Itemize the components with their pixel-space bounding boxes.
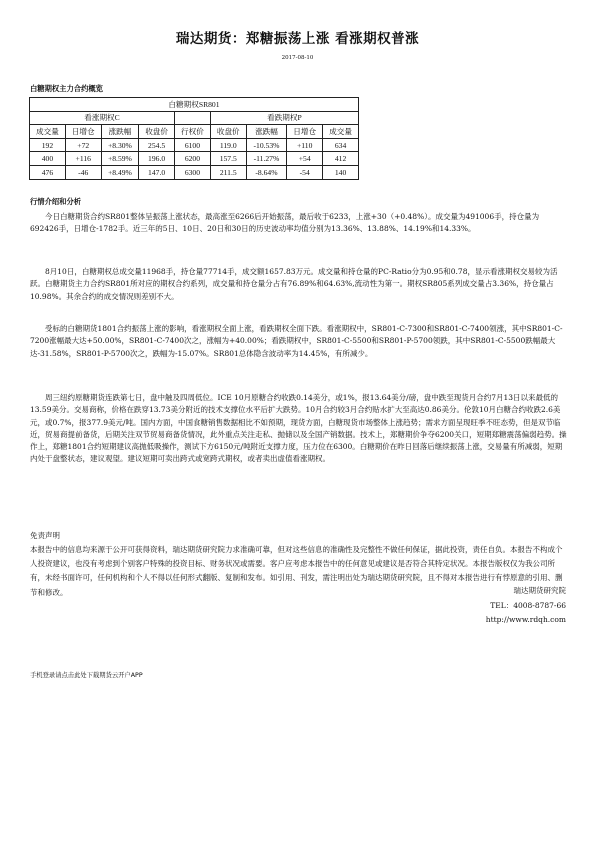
table-cell: 147.0 [139, 165, 175, 179]
signature-phone: TEL：4008-8787-66 [490, 601, 566, 610]
column-header: 成交量 [323, 125, 359, 139]
table-cell: +72 [65, 138, 101, 152]
table-cell: 192 [30, 138, 66, 152]
table-cell: 6100 [175, 138, 211, 152]
column-header: 收盘价 [139, 125, 175, 139]
analysis-paragraph: 受标的白糖期货1801合约振荡上涨的影响，看涨期权全面上涨，看跌期权全面下跌。看涨期权中，SR801-C-7300和SR801-C-7400领涨，其中SR801-C-7200涨幅最大达+50.00%，SR801-C-7400次之，涨幅为+40.00%；看跌期权中，SR801-C-5500和SR801-P-5700领跌，其中SR801-C-5500跌幅最大达-31.58%，SR801-P-5700次之，跌幅为-15.07%。SR801总体隐含波动率为14.45%，有所减少。 [30, 324, 563, 358]
report-date: 2017-08-10 [281, 55, 314, 61]
table-blank-cell [175, 111, 211, 125]
table-cell: 476 [30, 165, 66, 179]
table-cell: -11.27% [246, 152, 287, 166]
table-main-header: 白糖期权SR801 [30, 98, 359, 112]
table-cell: 634 [323, 138, 359, 152]
analysis-paragraph: 周三纽约原糖期货连跌第七日，盘中触及四周低位。ICE 10月原糖合约收跌0.14美分，或1%，报13.64美分/磅，盘中跌至现货月合约7月13日以来最低的13.59美分。交易商称，价格在跌穿13.73美分附近的技术支撑位水平后扩大跌势。10月合约较3月合约贴水扩大至高达0.86美分。伦敦10月白糖合约收跌2.6美元，或0.7%，报377.9美元/吨。国内方面，中国食糖销售数据相比不如预期，现货方面，白糖现货市场整体上涨趋势；需求方面呈现旺季不旺态势，但是双节临近，贸易商提前备货，后期关注双节贸易商备货情况，此外重点关注走私、抛储以及全国产销数据。技术上，郑糖期价争夺6200关口，短期郑糖震荡偏弱趋势。操作上，郑糖1801合约短期建议高抛低吸操作，测试下方6150元/吨附近支撑力度，压力位在6300。白糖期价在昨日回落后继续振荡上涨，交易量有所减弱，短期内处于盘整状态，建议观望。建议短期可卖出跨式或宽跨式期权，或者卖出虚值看涨期权。 [30, 393, 567, 464]
table-cell: 119.0 [210, 138, 246, 152]
table-cell: +8.30% [101, 138, 139, 152]
table-row [30, 138, 359, 152]
column-header: 日增仓 [287, 125, 323, 139]
section-title-analysis: 行情介绍和分析 [30, 197, 82, 206]
table-header-row [30, 125, 359, 139]
section-title-overview: 白糖期权主力合约概览 [30, 84, 103, 93]
options-overview-table [29, 97, 359, 180]
table-row [30, 152, 359, 166]
table-row [30, 165, 359, 179]
table-cell: 140 [323, 165, 359, 179]
table-cell: 196.0 [139, 152, 175, 166]
table-cell: 157.5 [210, 152, 246, 166]
table-cell: -54 [287, 165, 323, 179]
column-header: 日增仓 [65, 125, 101, 139]
table-cell: +116 [65, 152, 101, 166]
table-cell: +54 [287, 152, 323, 166]
signature-website-link[interactable]: http://www.rdqh.com [485, 615, 566, 624]
report-title: 瑞达期货：郑糖振荡上涨 看涨期权普涨 [175, 31, 420, 47]
column-header: 涨跌幅 [101, 125, 139, 139]
table-call-header: 看涨期权C [30, 111, 175, 125]
column-header: 行权价 [175, 125, 211, 139]
table-cell: 254.5 [139, 138, 175, 152]
column-header: 涨跌幅 [246, 125, 287, 139]
column-header: 收盘价 [210, 125, 246, 139]
table-cell: 412 [323, 152, 359, 166]
table-cell: +8.49% [101, 165, 139, 179]
analysis-paragraph: 今日白糖期货合约SR801整体呈振荡上涨状态，最高涨至6266后开始振荡，最后收于6233，上涨+30（+0.48%）。成交量为491006手，持仓量为692426手，日增仓-1782手。近三年的5日、10日、20日和30日的历史波动率均值分别为13.36%、13.88%、14.19%和14.33%。 [30, 212, 540, 234]
disclaimer-title: 免责声明 [30, 531, 60, 540]
disclaimer-text: 本报告中的信息均来源于公开可获得资料，瑞达期货研究院力求准确可靠，但对这些信息的准确性及完整性不做任何保证，据此投资，责任自负。本报告不构成个人投资建议，也没有考虑到个别客户特殊的投资目标、财务状况或需要。客户应考虑本报告中的任何意见或建议是否符合其特定状况。本报告版权仅为我公司所有，未经书面许可，任何机构和个人不得以任何形式翻版、复制和发布。如引用、刊发，需注明出处为瑞达期货研究院，且不得对本报告进行有悖原意的引用、删节和修改。 [30, 545, 563, 597]
download-app-link[interactable]: 手机登录请点击此处下载期货云开户APP [30, 672, 143, 679]
table-cell: 6200 [175, 152, 211, 166]
table-cell: -46 [65, 165, 101, 179]
table-cell: +8.59% [101, 152, 139, 166]
table-put-header: 看跌期权P [210, 111, 358, 125]
signature-org: 瑞达期货研究院 [513, 586, 566, 595]
table-cell: 6300 [175, 165, 211, 179]
table-cell: -8.64% [246, 165, 287, 179]
table-cell: +110 [287, 138, 323, 152]
analysis-paragraph: 8月10日，白糖期权总成交量11968手，持仓量77714手，成交额1657.83万元。成交量和持仓量的PC-Ratio分为0.95和0.78，显示看涨期权交易较为活跃。白糖期货主力合约SR801所对应的期权合约系列，成交量和持仓量分占有76.89%和64.63%,流动性为第一。期权SR805系列成交量占3.36%，持仓量占10.98%。其余合约的成交情况则差别不大。 [30, 267, 558, 301]
table-cell: 211.5 [210, 165, 246, 179]
table-cell: -10.53% [246, 138, 287, 152]
table-cell: 400 [30, 152, 66, 166]
column-header: 成交量 [30, 125, 66, 139]
